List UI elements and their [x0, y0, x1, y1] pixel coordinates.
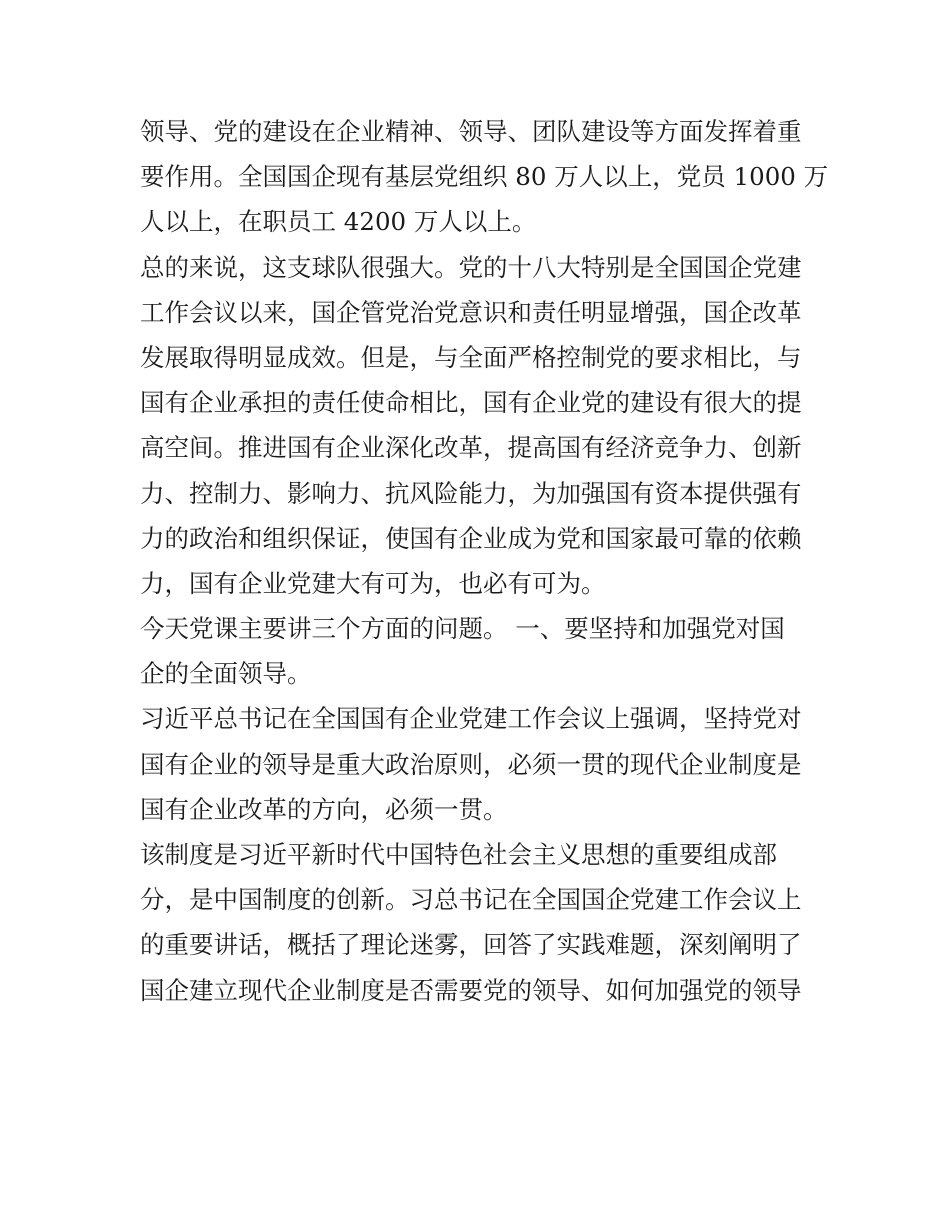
- text-line-6: 发展取得明显成效。但是，与全面严格控制党的要求相比，与: [140, 342, 802, 372]
- text-line-4: 总的来说，这支球队很强大。党的十八大特别是全国国企党建: [140, 252, 802, 282]
- text-line-7: 国有企业承担的责任使命相比，国有企业党的建设有很大的提: [140, 388, 802, 418]
- text-line-20: 国企建立现代企业制度是否需要党的领导、如何加强党的领导: [140, 975, 802, 1005]
- text-line-5: 工作会议以来，国企管党治党意识和责任明显增强，国企改革: [140, 297, 802, 327]
- text-line-11: 力，国有企业党建大有可为，也必有可为。: [140, 568, 606, 598]
- text-line-2: 要作用。全国国企现有基层党组织 80 万人以上，党员 1000 万: [140, 162, 829, 192]
- text-line-17: 该制度是习近平新时代中国特色社会主义思想的重要组成部: [140, 840, 777, 869]
- text-line-13: 企的全面领导。: [140, 659, 312, 689]
- text-line-1: 领导、党的建设在企业精神、领导、团队建设等方面发挥着重: [140, 117, 802, 146]
- text-line-19: 的重要讲话，概括了理论迷雾，回答了实践难题，深刻阐明了: [140, 930, 802, 960]
- document-body: [140, 109, 829, 1013]
- text-line-16: 国有企业改革的方向，必须一贯。: [140, 794, 508, 824]
- text-line-14: 习近平总书记在全国国有企业党建工作会议上强调，坚持党对: [140, 704, 802, 734]
- text-line-10: 力的政治和组织保证，使国有企业成为党和国家最可靠的依赖: [140, 523, 802, 553]
- text-line-12: 今天党课主要讲三个方面的问题。 一、要坚持和加强党对国: [140, 614, 785, 644]
- text-line-18: 分，是中国制度的创新。习总书记在全国国企党建工作会议上: [140, 885, 802, 915]
- text-line-8: 高空间。推进国有企业深化改革，提高国有经济竞争力、创新: [140, 433, 802, 463]
- text-line-15: 国有企业的领导是重大政治原则，必须一贯的现代企业制度是: [140, 749, 802, 779]
- text-line-9: 力、控制力、影响力、抗风险能力，为加强国有资本提供强有: [140, 478, 802, 508]
- text-line-3: 人以上，在职员工 4200 万人以上。: [140, 207, 537, 237]
